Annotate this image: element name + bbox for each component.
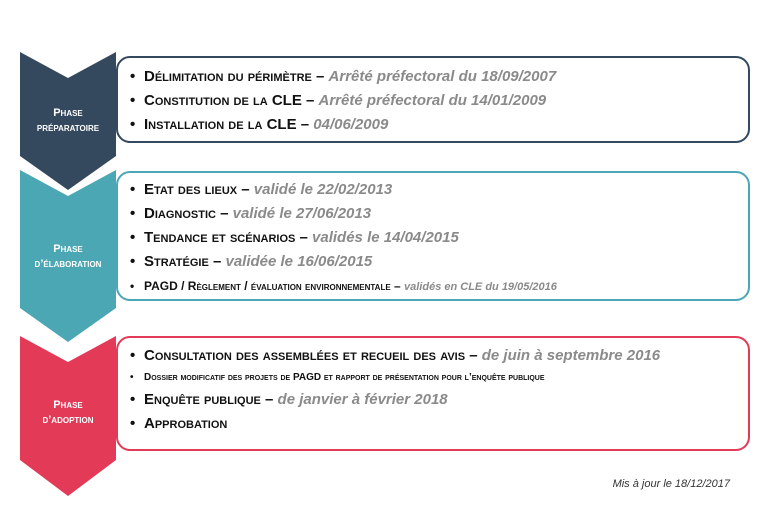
item-text: PAGD / Règlement / évaluation environnementale – xyxy=(144,279,405,293)
phase-preparatoire-items xyxy=(128,65,740,137)
bullet-icon: • xyxy=(130,372,134,383)
list-item xyxy=(128,274,740,299)
item-text: Enquête publique – xyxy=(144,391,278,408)
phase-label-line1: Phase xyxy=(53,107,83,119)
item-highlight: validé le 27/06/2013 xyxy=(232,205,372,222)
phase-adoption-chevron xyxy=(20,336,116,496)
bullet-icon: • xyxy=(130,391,136,408)
list-item xyxy=(128,226,740,250)
item-text: Dossier modificatif des projets de PAGD et rapport de présentation pour l’enquête publique xyxy=(144,372,545,383)
list-item xyxy=(128,344,740,368)
bullet-icon: • xyxy=(130,415,136,432)
item-text: Approbation xyxy=(144,415,228,432)
phase-adoption-items xyxy=(128,344,740,436)
phase-adoption-label xyxy=(20,398,116,428)
bullet-icon: • xyxy=(130,253,136,270)
phase-label-line2: préparatoire xyxy=(36,122,100,134)
item-text: Délimitation du périmètre – xyxy=(144,68,329,85)
phase-elaboration-chevron xyxy=(20,170,116,342)
item-highlight: validés en CLE du 19/05/2016 xyxy=(404,281,557,293)
item-highlight: de janvier à février 2018 xyxy=(277,391,448,408)
bullet-icon: • xyxy=(130,68,136,85)
update-date-footer: Mis à jour le 18/12/2017 xyxy=(612,478,730,490)
bullet-icon: • xyxy=(130,181,136,198)
item-text: Stratégie – xyxy=(144,253,226,270)
item-highlight: validé le 22/02/2013 xyxy=(253,181,393,198)
item-highlight: de juin à septembre 2016 xyxy=(481,347,661,364)
list-item xyxy=(128,368,740,388)
phase-adoption-box xyxy=(116,336,750,451)
item-text: Diagnostic – xyxy=(144,205,233,222)
phase-preparatoire-box xyxy=(116,56,750,143)
item-highlight: Arrêté préfectoral du 14/01/2009 xyxy=(318,92,547,109)
list-item xyxy=(128,65,740,89)
list-item xyxy=(128,89,740,113)
list-item xyxy=(128,412,740,436)
item-text: Etat des lieux – xyxy=(144,181,254,198)
list-item xyxy=(128,113,740,137)
phase-elaboration-label xyxy=(20,242,116,272)
item-text: Constitution de la CLE – xyxy=(144,92,319,109)
phase-label-line2: d’élaboration xyxy=(34,258,102,270)
list-item xyxy=(128,202,740,226)
bullet-icon: • xyxy=(130,347,136,364)
item-highlight: validés le 14/04/2015 xyxy=(312,229,459,246)
phase-preparatoire-label xyxy=(20,106,116,136)
item-highlight: validée le 16/06/2015 xyxy=(225,253,373,270)
bullet-icon: • xyxy=(130,205,136,222)
bullet-icon: • xyxy=(130,279,135,293)
list-item xyxy=(128,178,740,202)
list-item xyxy=(128,250,740,274)
bullet-icon: • xyxy=(130,229,136,246)
item-text: Consultation des assemblées et recueil des avis – xyxy=(144,347,482,364)
phase-label-line1: Phase xyxy=(53,399,83,411)
phase-label-line1: Phase xyxy=(53,243,83,255)
phase-elaboration-items xyxy=(128,178,740,299)
phase-label-line2: d’adoption xyxy=(42,414,94,426)
list-item xyxy=(128,388,740,412)
bullet-icon: • xyxy=(130,92,136,109)
phase-elaboration-box xyxy=(116,171,750,301)
bullet-icon: • xyxy=(130,116,136,133)
item-highlight: 04/06/2009 xyxy=(313,116,389,133)
item-highlight: Arrêté préfectoral du 18/09/2007 xyxy=(328,68,557,85)
item-text: Installation de la CLE – xyxy=(144,116,314,133)
item-text: Tendance et scénarios – xyxy=(144,229,313,246)
